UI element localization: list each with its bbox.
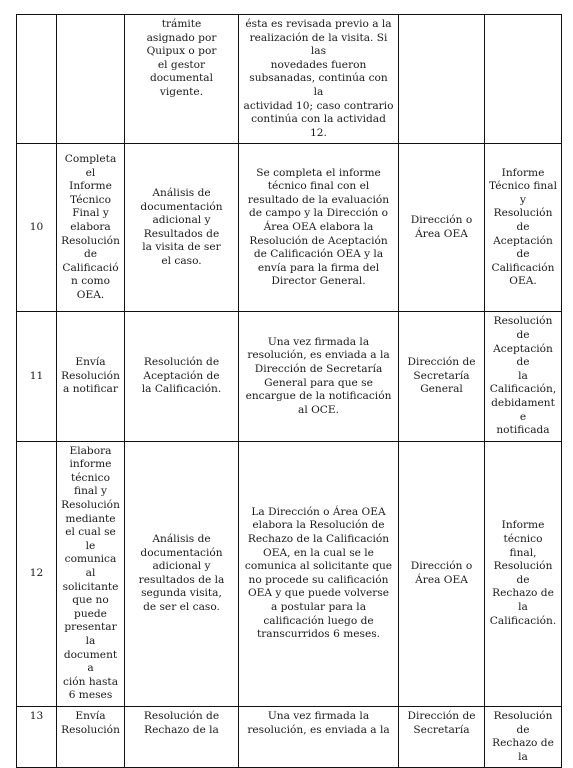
activity-cell bbox=[57, 312, 125, 441]
cell-text-line: Se completa el informe bbox=[256, 166, 381, 179]
cell-text-line: Una vez firmada la bbox=[267, 709, 370, 722]
cell-text-line: a notificar bbox=[63, 383, 118, 396]
description-cell bbox=[239, 312, 399, 441]
cell-text-line: Técnico final bbox=[489, 180, 557, 193]
responsible-cell bbox=[399, 15, 485, 144]
cell-text-line: de campo y la Dirección o bbox=[248, 207, 389, 220]
cell-text-line: Aceptación de bbox=[493, 342, 553, 369]
cell-text-line: al OCE. bbox=[298, 403, 339, 416]
cell-text-line: a postular para la bbox=[270, 601, 367, 614]
cell-text-line: Resolución bbox=[61, 723, 120, 736]
cell-text-line: Aceptación de bbox=[143, 369, 220, 382]
cell-text-line: comunica bbox=[64, 553, 117, 566]
cell-text-line: novedades fueron bbox=[270, 58, 367, 71]
input-cell bbox=[125, 144, 239, 312]
cell-text-line: Resolución bbox=[61, 234, 120, 247]
cell-text-line: Dirección de bbox=[407, 356, 476, 369]
responsible-cell bbox=[399, 441, 485, 706]
cell-text-line: Director General. bbox=[271, 275, 366, 288]
cell-text-line: Resolución de bbox=[143, 356, 220, 369]
cell-text-line: solicitante bbox=[62, 580, 119, 593]
cell-text-line: La Dirección o Área OEA bbox=[251, 505, 386, 518]
cell-text-line: Rechazo de la bbox=[144, 723, 219, 736]
cell-text-line: Envía bbox=[75, 356, 106, 369]
cell-text-line: la bbox=[518, 369, 528, 382]
cell-text-line: Resolución de bbox=[493, 709, 553, 736]
cell-text-line: Área OEA bbox=[415, 227, 468, 240]
cell-text-line: informe bbox=[69, 458, 112, 471]
cell-text-line: Informe bbox=[501, 519, 545, 532]
cell-text-line: Calificación. bbox=[489, 614, 557, 627]
cell-text-line: Análisis de bbox=[152, 187, 211, 200]
cell-text-line: Calificación, bbox=[489, 383, 557, 396]
cell-text-line: Calificación bbox=[491, 261, 555, 274]
table-row bbox=[17, 441, 562, 706]
cell-text-line: técnico bbox=[71, 471, 110, 484]
cell-text-line: resultados de la bbox=[138, 573, 225, 586]
cell-text-line: General bbox=[420, 383, 463, 396]
cell-text-line: adicional y bbox=[152, 560, 211, 573]
cell-text-line: vigente. bbox=[159, 85, 204, 98]
cell-text-line: el caso. bbox=[161, 255, 202, 268]
row-number-cell: 10 bbox=[17, 144, 57, 312]
cell-text-line: el bbox=[85, 166, 96, 179]
cell-text-line: Elabora bbox=[69, 444, 112, 457]
cell-text-line: segunda visita, bbox=[141, 587, 222, 600]
cell-text-line: Una vez firmada la bbox=[267, 335, 370, 348]
cell-text-line: calificación luego de bbox=[263, 614, 374, 627]
description-cell bbox=[239, 15, 399, 144]
row-number-cell: 11 bbox=[17, 312, 57, 441]
cell-text-line: y Resolución bbox=[493, 193, 553, 220]
responsible-cell bbox=[399, 144, 485, 312]
cell-text-line: la visita de ser bbox=[142, 241, 221, 254]
cell-text-line: de Aceptación bbox=[493, 221, 553, 247]
activity-cell bbox=[57, 706, 125, 767]
cell-text-line: Final y bbox=[72, 207, 109, 220]
table-row bbox=[17, 706, 562, 767]
cell-text-line: Dirección de bbox=[407, 709, 476, 722]
cell-text-line: comunica al solicitante que bbox=[244, 560, 393, 573]
cell-text-line: elabora bbox=[70, 221, 111, 234]
cell-text-line: Informe bbox=[501, 166, 545, 179]
cell-text-line: no procede su calificación bbox=[248, 573, 389, 586]
cell-text-line: n como bbox=[71, 275, 110, 288]
cell-text-line: debidamente bbox=[491, 396, 555, 423]
responsible-cell bbox=[399, 706, 485, 767]
cell-text-line: técnico final, bbox=[503, 533, 543, 559]
cell-text-line: resolución, es enviada a la bbox=[247, 723, 390, 736]
cell-text-line: documentación bbox=[140, 546, 223, 559]
cell-text-line: presentar bbox=[64, 621, 117, 634]
output-cell bbox=[485, 312, 562, 441]
procedure-table bbox=[16, 14, 562, 768]
cell-text-line: la bbox=[85, 635, 96, 647]
row-number-cell bbox=[17, 15, 57, 144]
cell-text-line: Área OEA elabora la bbox=[263, 221, 374, 234]
cell-text-line: la Calificación. bbox=[141, 383, 222, 396]
cell-text-line: adicional y bbox=[152, 214, 211, 227]
cell-text-line: General para que se bbox=[264, 376, 373, 389]
cell-text-line: Resolución de bbox=[143, 709, 220, 722]
cell-text-line: de ser el caso. bbox=[143, 601, 220, 614]
cell-text-line: Análisis de bbox=[152, 533, 211, 546]
cell-text-line: Resolución de bbox=[493, 560, 553, 586]
cell-text-line: realización de la visita. Si las bbox=[249, 31, 388, 58]
cell-text-line: trámite bbox=[161, 18, 202, 30]
input-cell bbox=[125, 15, 239, 144]
cell-text-line: Rechazo de la bbox=[492, 587, 554, 614]
cell-text-line: elabora la Resolución de bbox=[252, 519, 385, 532]
cell-text-line: encargue de la notificación bbox=[245, 390, 392, 403]
cell-text-line: Dirección o bbox=[410, 214, 473, 227]
cell-text-line: puede bbox=[74, 607, 107, 620]
cell-text-line: de bbox=[516, 248, 530, 261]
cell-text-line: Rechazo de la Calificación bbox=[247, 533, 390, 546]
cell-text-line: ción hasta bbox=[62, 675, 119, 688]
cell-text-line: OEA y que puede volverse bbox=[247, 587, 390, 600]
cell-text-line: OEA. bbox=[509, 275, 537, 288]
cell-text-line: transcurridos 6 meses. bbox=[256, 628, 381, 641]
cell-text-line: documental bbox=[149, 72, 213, 85]
cell-text-line: Informe bbox=[69, 180, 112, 193]
cell-text-line: técnico final con el bbox=[267, 180, 370, 193]
cell-text-line: actividad 10; caso contrario bbox=[243, 99, 394, 112]
cell-text-line: Rechazo de la bbox=[492, 737, 554, 763]
cell-text-line: documentación bbox=[140, 200, 223, 213]
cell-text-line: Resolución de Aceptación bbox=[249, 234, 388, 247]
cell-text-line: Secretaría bbox=[413, 369, 470, 382]
activity-cell bbox=[57, 441, 125, 706]
cell-text-line: al bbox=[85, 567, 96, 580]
activity-cell bbox=[57, 15, 125, 144]
cell-text-line: Completa bbox=[64, 153, 117, 166]
cell-text-line: Dirección de Secretaría bbox=[254, 362, 383, 375]
cell-text-line: Resultados de bbox=[143, 227, 220, 240]
cell-text-line: Dirección o bbox=[410, 560, 473, 573]
cell-text-line: Secretaría bbox=[413, 723, 470, 736]
cell-text-line: asignado por bbox=[146, 31, 217, 44]
cell-text-line: Resolución bbox=[61, 369, 120, 382]
row-number-cell: 12 bbox=[17, 441, 57, 706]
cell-text-line: mediante bbox=[65, 512, 116, 525]
cell-text-line: de Calificación OEA y la bbox=[253, 248, 384, 261]
cell-text-line: OEA. bbox=[76, 289, 105, 302]
table-row bbox=[17, 15, 562, 144]
table-row bbox=[17, 312, 562, 441]
cell-text-line: subsanadas, continúa con la bbox=[249, 72, 388, 98]
input-cell bbox=[125, 441, 239, 706]
cell-text-line: Técnico bbox=[70, 193, 111, 206]
activity-cell bbox=[57, 144, 125, 312]
cell-text-line: Quipux o por bbox=[146, 45, 217, 58]
cell-text-line: resolución, es enviada a la bbox=[247, 349, 390, 362]
row-number-cell: 13 bbox=[17, 706, 57, 767]
procedure-table-body bbox=[17, 15, 562, 768]
output-cell bbox=[485, 15, 562, 144]
description-cell bbox=[239, 144, 399, 312]
cell-text-line: Resolución bbox=[61, 499, 120, 512]
input-cell bbox=[125, 312, 239, 441]
cell-text-line: de bbox=[83, 248, 98, 261]
cell-text-line: resultado de la evaluación bbox=[247, 193, 390, 206]
cell-text-line: Envía bbox=[75, 709, 106, 722]
table-row bbox=[17, 144, 562, 312]
cell-text-line: documenta bbox=[63, 648, 118, 675]
output-cell bbox=[485, 144, 562, 312]
cell-text-line: final y bbox=[74, 485, 107, 498]
cell-text-line: envía para la firma del bbox=[257, 261, 380, 274]
cell-text-line: 6 meses bbox=[68, 689, 113, 702]
description-cell bbox=[239, 706, 399, 767]
cell-text-line: notificada bbox=[496, 424, 550, 437]
input-cell bbox=[125, 706, 239, 767]
cell-text-line: continúa con la actividad bbox=[251, 113, 386, 126]
cell-text-line: el gestor bbox=[157, 58, 206, 71]
responsible-cell bbox=[399, 312, 485, 441]
cell-text-line: Calificació bbox=[62, 261, 119, 274]
cell-text-line: ésta es revisada previo a la bbox=[245, 18, 392, 30]
description-cell bbox=[239, 441, 399, 706]
cell-text-line: Área OEA bbox=[415, 573, 468, 586]
cell-text-line: Resolución de bbox=[493, 315, 553, 341]
output-cell bbox=[485, 441, 562, 706]
cell-text-line: 12. bbox=[310, 126, 327, 139]
output-cell bbox=[485, 706, 562, 767]
cell-text-line: OEA, en la cual se le bbox=[263, 546, 374, 559]
cell-text-line: el cual se le bbox=[65, 526, 116, 552]
cell-text-line: que no bbox=[72, 594, 109, 607]
